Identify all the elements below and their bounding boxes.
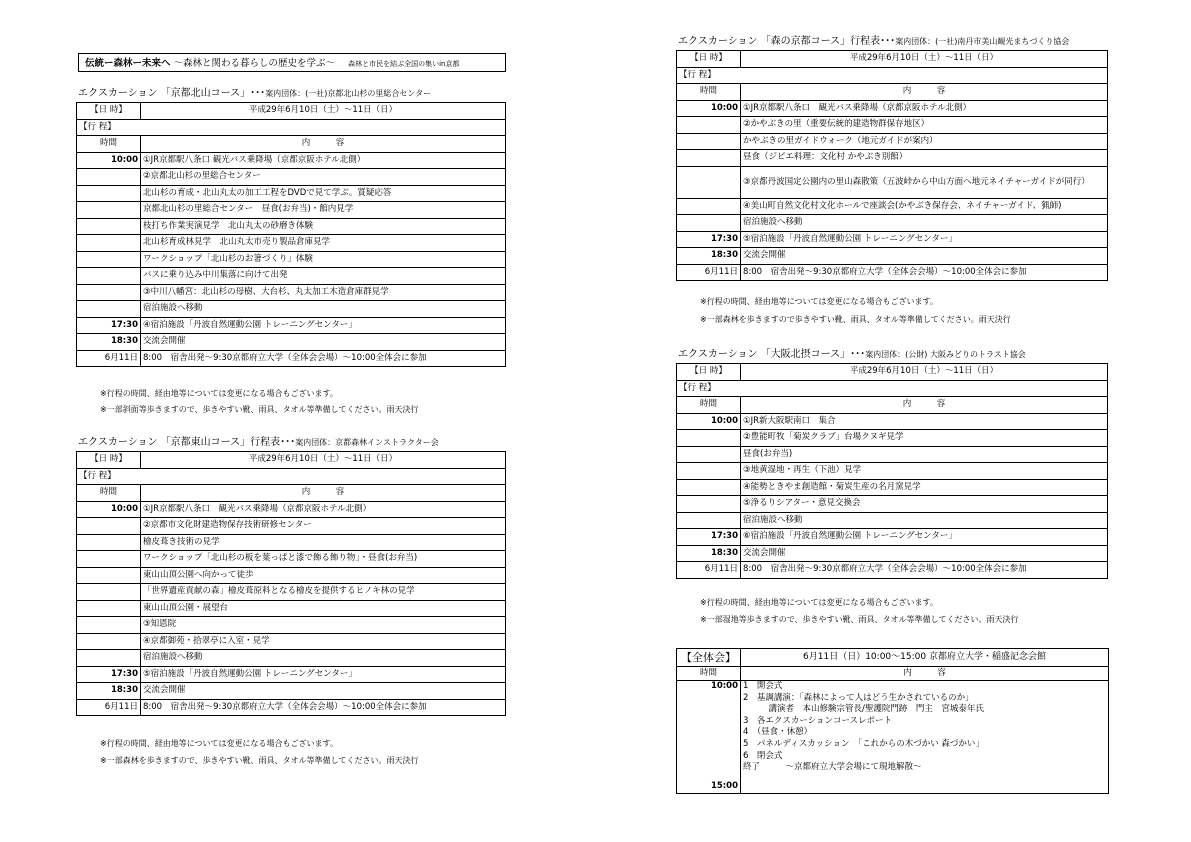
mori-title — [678, 36, 1069, 48]
schedule-time — [77, 202, 141, 219]
zentai-time-cell — [677, 681, 741, 794]
schedule-time — [77, 251, 141, 268]
schedule-item: ②京都市文化財建造物保存技術研修センター — [141, 518, 506, 535]
schedule-item: ⑤宿泊施設「丹波自然運動公園 トレーニングセンター」 — [741, 231, 1108, 248]
zentai-program — [741, 681, 1109, 794]
schedule-item: ワークショップ「北山杉のお箸づくり」体験 — [141, 251, 506, 268]
schedule-row — [677, 198, 1108, 215]
higashiyama-org: 案内団体：京都森林インストラクター会 — [295, 438, 439, 447]
itinerary-label: 【行 程】 — [77, 119, 506, 136]
higashiyama-title — [78, 437, 439, 449]
schedule-row — [77, 284, 506, 301]
schedule-item: ①JR京都駅八条口 観光バス乗降場（京都京阪ホテル北側） — [141, 152, 506, 169]
zentai-date: 6月11日（日）10:00～15:00 京都府立大学・稲盛記念会館 — [741, 649, 1109, 667]
schedule-time — [77, 284, 141, 301]
mori-title-text: エクスカーション 「森の京都コース」行程表･･･ — [678, 36, 896, 47]
schedule-time: 6月11日 — [677, 562, 741, 579]
schedule-item: ②京都北山杉の里総合センター — [141, 169, 506, 186]
schedule-item: 昼食(お弁当) — [741, 446, 1108, 463]
schedule-item: ③京都丹波国定公園内の里山森散策（五波峠から中山方面へ地元ネイチャーガイドが同行） — [741, 166, 1108, 198]
kitayama-schedule-table — [76, 102, 506, 367]
schedule-row — [77, 518, 506, 535]
schedule-row — [677, 231, 1108, 248]
schedule-row — [677, 512, 1108, 529]
schedule-item: ③地黄湿地・再生（下池）見学 — [741, 463, 1108, 480]
zentai-content-header: 内 容 — [741, 667, 1109, 681]
itinerary-label: 【行 程】 — [677, 67, 1108, 84]
schedule-item: ②豊能町牧「菊炭クラブ」台場クヌギ見学 — [741, 430, 1108, 447]
schedule-item: ④宿泊施設「丹波自然運動公園 トレーニングセンター」 — [141, 317, 506, 334]
schedule-item: ①JR京都駅八条口 観光バス乗降場（京都京阪ホテル北側） — [141, 501, 506, 518]
schedule-item: 交流会開催 — [141, 334, 506, 351]
schedule-row — [677, 430, 1108, 447]
schedule-time: 18:30 — [677, 545, 741, 562]
schedule-item: 昼食（ジビエ料理：文化村 かやぶき別館） — [741, 150, 1108, 167]
schedule-item: 8:00 宿舎出発～9:30京都府立大学（全体会会場）～10:00全体会に参加 — [741, 264, 1108, 281]
program-item: 4 （昼食・休憩） — [743, 727, 813, 738]
event-subtitle: ～森林と関わる暮らしの歴史を学ぶ～ — [173, 58, 336, 69]
date-label: 【日 時】 — [677, 51, 741, 68]
mori-org: 案内団体：(一社)南丹市美山観光まちづくり協会 — [895, 37, 1070, 46]
schedule-item: 8:00 宿舎出発～9:30京都府立大学（全体会会場）～10:00全体会に参加 — [141, 350, 506, 367]
program-end: 終了 ～京都府立大学会場にて現地解散～ — [743, 762, 922, 773]
schedule-row — [677, 562, 1108, 579]
mori-note-1: ※行程の時間、経由地等については変更になる場合もございます。 — [700, 297, 938, 306]
schedule-item: 東山山頂公園へ向かって徒歩 — [141, 567, 506, 584]
schedule-item: 北山杉育成林見学 北山丸太市売り製品倉庫見学 — [141, 235, 506, 252]
schedule-row — [677, 117, 1108, 134]
time-header: 時間 — [77, 485, 141, 502]
schedule-row — [677, 413, 1108, 430]
date-value: 平成29年6月10日（土）～11日（日） — [741, 364, 1108, 381]
time-header: 時間 — [677, 397, 741, 414]
schedule-row — [77, 301, 506, 318]
schedule-item: 8:00 宿舎出発～9:30京都府立大学（全体会会場）～10:00全体会に参加 — [141, 699, 506, 716]
schedule-time — [77, 600, 141, 617]
time-header: 時間 — [77, 136, 141, 153]
schedule-row — [677, 215, 1108, 232]
schedule-row — [77, 202, 506, 219]
schedule-time — [677, 430, 741, 447]
schedule-item: 交流会開催 — [141, 683, 506, 700]
schedule-time: 6月11日 — [77, 350, 141, 367]
schedule-row — [77, 551, 506, 568]
content-header: 内 容 — [741, 397, 1108, 414]
schedule-item: ③知恩院 — [141, 617, 506, 634]
osaka-note-1: ※行程の時間、経由地等については変更になる場合もございます。 — [700, 598, 938, 607]
schedule-item: 東山山頂公園・展望台 — [141, 600, 506, 617]
schedule-time — [677, 117, 741, 134]
program-item: 6 閉会式 — [743, 750, 783, 761]
schedule-item: 宿泊施設へ移動 — [741, 215, 1108, 232]
schedule-time: 17:30 — [677, 529, 741, 546]
schedule-time — [677, 133, 741, 150]
program-item: 講演者 本山修験宗管長/聖護院門跡 門主 宮城泰年氏 — [743, 704, 984, 715]
schedule-row — [677, 150, 1108, 167]
date-value: 平成29年6月10日（土）～11日（日） — [741, 51, 1108, 68]
date-label: 【日 時】 — [77, 452, 141, 469]
zentai-table — [676, 648, 1109, 794]
schedule-time — [77, 650, 141, 667]
program-item: 5 パネルディスカッション 「これからの木づかい 森づかい」 — [743, 738, 984, 749]
program-item: 3 各エクスカーションコースレポート — [743, 715, 893, 726]
schedule-row — [77, 235, 506, 252]
kitayama-note-2: ※一部斜面等歩きますので、歩きやすい靴、雨具、タオル等準備してください。雨天決行 — [100, 405, 419, 414]
date-label: 【日 時】 — [77, 103, 141, 120]
event-tagline: 森林と市民を結ぶ全国の集いin京都 — [348, 60, 460, 68]
schedule-item: かやぶきの里ガイドウォーク（地元ガイドが案内） — [741, 133, 1108, 150]
schedule-time: 6月11日 — [77, 699, 141, 716]
osaka-org: 案内団体：(公財) 大阪みどりのトラスト協会 — [865, 350, 1026, 359]
schedule-item: バスに乗り込み中川集落に向けて出発 — [141, 268, 506, 285]
schedule-item: ワークショップ「北山杉の板を葉っぱと漆で飾る飾り物」・昼食(お弁当) — [141, 551, 506, 568]
date-label: 【日 時】 — [677, 364, 741, 381]
schedule-time — [677, 479, 741, 496]
schedule-row — [77, 683, 506, 700]
schedule-time — [677, 166, 741, 198]
schedule-row — [77, 152, 506, 169]
schedule-time — [77, 301, 141, 318]
schedule-item: 8:00 宿舎出発～9:30京都府立大学（全体会会場）～10:00全体会に参加 — [741, 562, 1108, 579]
schedule-item: ⑤宿泊施設「丹波自然運動公園 トレーニングセンター」 — [141, 666, 506, 683]
schedule-time: 18:30 — [77, 683, 141, 700]
zentai-time-header: 時間 — [677, 667, 741, 681]
schedule-row — [77, 650, 506, 667]
osaka-title — [678, 349, 1026, 361]
schedule-time: 6月11日 — [677, 264, 741, 281]
itinerary-label: 【行 程】 — [677, 380, 1108, 397]
schedule-item: 交流会開催 — [741, 248, 1108, 265]
schedule-item: 「世界遺産貢献の森」檜皮葺原料となる檜皮を提供するヒノキ林の見学 — [141, 584, 506, 601]
schedule-time — [677, 512, 741, 529]
schedule-time — [77, 185, 141, 202]
schedule-row — [77, 600, 506, 617]
schedule-time — [77, 169, 141, 186]
date-value: 平成29年6月10日（土）～11日（日） — [141, 103, 506, 120]
schedule-time: 10:00 — [677, 413, 741, 430]
schedule-time: 18:30 — [677, 248, 741, 265]
schedule-time — [677, 150, 741, 167]
mori-note-2: ※一部森林を歩きますので歩きやすい靴、雨具、タオル等準備してください。雨天決行 — [700, 315, 1011, 324]
itinerary-label: 【行 程】 — [77, 468, 506, 485]
schedule-row — [677, 479, 1108, 496]
schedule-row — [677, 264, 1108, 281]
schedule-row — [77, 350, 506, 367]
schedule-item: 宿泊施設へ移動 — [141, 650, 506, 667]
schedule-row — [677, 248, 1108, 265]
schedule-row — [77, 534, 506, 551]
schedule-row — [77, 633, 506, 650]
osaka-schedule-table — [676, 363, 1108, 579]
schedule-time: 18:30 — [77, 334, 141, 351]
zentai-start-time: 10:00 — [710, 681, 738, 691]
schedule-item: ①JR新大阪駅南口 集合 — [741, 413, 1108, 430]
schedule-time: 10:00 — [77, 152, 141, 169]
schedule-item: ②かやぶきの里（重要伝統的建造物群保存地区） — [741, 117, 1108, 134]
date-value: 平成29年6月10日（土）～11日（日） — [141, 452, 506, 469]
schedule-row — [77, 185, 506, 202]
schedule-time — [677, 198, 741, 215]
schedule-row — [77, 584, 506, 601]
schedule-row — [77, 666, 506, 683]
mori-schedule-table — [676, 50, 1108, 281]
content-header: 内 容 — [741, 84, 1108, 101]
kitayama-note-1: ※行程の時間、経由地等については変更になる場合もございます。 — [100, 389, 338, 398]
schedule-item: ③中川八幡宮：北山杉の母樹、大台杉、丸太加工木造倉庫群見学 — [141, 284, 506, 301]
schedule-time: 10:00 — [77, 501, 141, 518]
schedule-time — [77, 518, 141, 535]
schedule-row — [77, 699, 506, 716]
schedule-row — [677, 529, 1108, 546]
schedule-row — [77, 268, 506, 285]
higashiyama-title-text: エクスカーション 「京都東山コース」行程表･･･ — [78, 437, 296, 448]
kitayama-title-text: エクスカーション 「京都北山コース」･･･ — [78, 88, 266, 99]
schedule-time — [677, 446, 741, 463]
schedule-time: 17:30 — [77, 666, 141, 683]
higashiyama-schedule-table — [76, 451, 506, 716]
schedule-row — [677, 446, 1108, 463]
schedule-row — [677, 496, 1108, 513]
schedule-time — [77, 235, 141, 252]
schedule-row — [677, 133, 1108, 150]
program-item: 2 基調講演：「森林によって人はどう生かされているのか」 — [743, 692, 974, 703]
schedule-item: 枝打ち作業実演見学 北山丸太の砂磨き体験 — [141, 218, 506, 235]
schedule-item: ④能勢ときやま創造館・菊炭生産の名月窯見学 — [741, 479, 1108, 496]
schedule-time: 17:30 — [677, 231, 741, 248]
schedule-item: ④京都御苑・拾翠亭に入室・見学 — [141, 633, 506, 650]
schedule-item: 檜皮葺き技術の見学 — [141, 534, 506, 551]
zentai-label: 【全体会】 — [677, 649, 741, 667]
schedule-row — [77, 169, 506, 186]
schedule-time — [77, 567, 141, 584]
program-item: 1 開会式 — [743, 681, 783, 691]
schedule-row — [77, 567, 506, 584]
schedule-item: 宿泊施設へ移動 — [741, 512, 1108, 529]
schedule-time — [77, 617, 141, 634]
schedule-time: 17:30 — [77, 317, 141, 334]
schedule-item: 北山杉の育成・北山丸太の加工工程をDVDで見て学ぶ。質疑応答 — [141, 185, 506, 202]
content-header: 内 容 — [141, 136, 506, 153]
schedule-time: 10:00 — [677, 100, 741, 117]
schedule-time — [77, 268, 141, 285]
kitayama-title — [78, 88, 431, 100]
schedule-row — [77, 218, 506, 235]
schedule-time — [677, 496, 741, 513]
schedule-row — [677, 166, 1108, 198]
schedule-row — [77, 317, 506, 334]
kitayama-org: 案内団体：(一社)京都北山杉の里総合センター — [265, 89, 432, 98]
higashiyama-note-2: ※一部森林を歩きますので、歩きやすい靴、雨具、タオル等準備してください。雨天決行 — [100, 756, 419, 765]
schedule-time — [77, 633, 141, 650]
schedule-row — [77, 251, 506, 268]
schedule-item: ⑥宿泊施設「丹波自然運動公園 トレーニングセンター」 — [741, 529, 1108, 546]
schedule-time — [77, 534, 141, 551]
schedule-row — [77, 617, 506, 634]
schedule-item: ①JR京都駅八条口 観光バス乗降場（京都京阪ホテル北側） — [741, 100, 1108, 117]
schedule-row — [677, 100, 1108, 117]
schedule-item: 京都北山杉の里総合センター 昼食(お弁当)・館内見学 — [141, 202, 506, 219]
schedule-time — [77, 551, 141, 568]
zentai-end-time: 15:00 — [710, 781, 738, 792]
schedule-row — [77, 501, 506, 518]
osaka-title-text: エクスカーション 「大阪北摂コース」･･･ — [678, 349, 866, 360]
time-header: 時間 — [677, 84, 741, 101]
schedule-item: ⑤浄るりシアター・意見交換会 — [741, 496, 1108, 513]
schedule-item: 宿泊施設へ移動 — [141, 301, 506, 318]
schedule-time — [677, 463, 741, 480]
content-header: 内 容 — [141, 485, 506, 502]
schedule-time — [77, 584, 141, 601]
event-header — [78, 53, 506, 72]
event-title: 伝統ー森林ー未来へ — [85, 58, 171, 69]
schedule-item: 交流会開催 — [741, 545, 1108, 562]
schedule-row — [677, 463, 1108, 480]
osaka-note-2: ※一部湿地等歩きますので、歩きやすい靴、雨具、タオル等準備してください。雨天決行 — [700, 615, 1019, 624]
schedule-time — [677, 215, 741, 232]
schedule-row — [677, 545, 1108, 562]
higashiyama-note-1: ※行程の時間、経由地等については変更になる場合もございます。 — [100, 739, 338, 748]
schedule-item: ④美山町自然文化村文化ホールで座談会(かやぶき保存会、ネイチャーガイド、猟師) — [741, 198, 1108, 215]
schedule-time — [77, 218, 141, 235]
schedule-row — [77, 334, 506, 351]
